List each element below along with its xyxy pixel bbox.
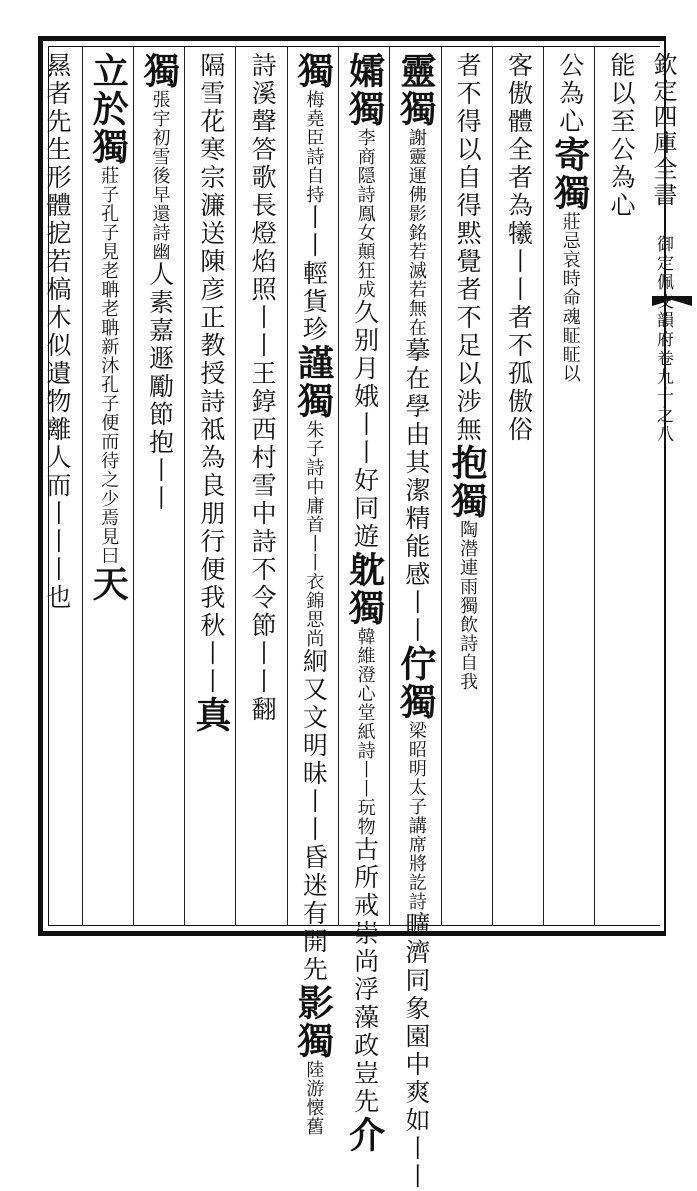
headword: 介 — [343, 1116, 386, 1154]
column-rule — [543, 46, 544, 926]
annotation-text: 莊忌哀時命魂眐眐以 — [559, 212, 581, 383]
headword: 佇獨 — [394, 645, 437, 721]
text-column — [139, 52, 179, 918]
text-column — [549, 52, 589, 918]
annotation-text: 陸游懐舊 — [303, 1060, 325, 1136]
annotation-text: 陶潜連雨獨飲詩自我 — [457, 520, 479, 691]
body-text: 人素嘉遯勵節抱丨丨 — [145, 261, 175, 513]
headword: 抱獨 — [446, 444, 489, 520]
book-title: 欽定四庫全書 — [649, 52, 677, 208]
headword: 謹獨 — [292, 344, 335, 420]
annotation-text: 李商隠詩鳯女顛狂成 — [354, 128, 376, 299]
headword: 靈獨 — [394, 52, 437, 128]
text-column — [241, 52, 281, 918]
annotation-text: 韓維澄心堂紙詩丨丨玩物 — [354, 627, 376, 836]
annotation-text: 梅堯臣詩自持 — [303, 90, 325, 204]
column-rule — [235, 46, 236, 926]
volume-label: 御定佩文韻府卷九十之八 — [653, 235, 673, 444]
column-rule — [133, 46, 134, 926]
headword: 孀獨 — [343, 52, 386, 128]
body-text: 無 — [453, 416, 483, 444]
text-column — [394, 52, 437, 1191]
column-rule — [492, 46, 493, 926]
text-column — [292, 52, 335, 1136]
body-text: 能以至 — [607, 52, 636, 136]
column-rule — [441, 46, 442, 926]
column-rule — [82, 46, 83, 926]
annotation-text: 謝靈運佛影銘若滅若無在 — [405, 128, 427, 337]
headword: 天 — [87, 565, 130, 603]
body-text: 丨丨輕貨珍 — [299, 204, 329, 344]
text-column — [600, 52, 640, 918]
headword: 立於獨 — [87, 52, 130, 166]
body-text: 古所戒崇尚浮藻政豈先 — [350, 836, 380, 1116]
annotation-text: 朱子詩中庸首丨丨衣錦思尚 — [303, 420, 325, 648]
annotation-text: 張宇初雪後早還詩幽 — [149, 90, 171, 261]
body-text: 㬎者先生形體㧖若槁木似遺物離人而丨丨丨也 — [43, 52, 72, 612]
body-text: 黙覺者不足以涉 — [453, 220, 483, 416]
text-column — [343, 52, 386, 1154]
body-text: 曠濟同象園中爽如丨丨 — [401, 911, 431, 1191]
body-text: 隔雪花寒宗濂送陳彦正教授詩祗為良朋行便我秋丨丨 — [196, 52, 226, 696]
headword: 獨 — [138, 52, 181, 90]
body-text: 者不得以自得 — [453, 52, 483, 220]
text-column — [36, 52, 76, 918]
text-column — [497, 52, 537, 918]
body-text: 犧丨丨者不孤傲俗 — [504, 220, 534, 444]
body-text: 絅又文明昧丨丨昏迷有開先 — [299, 648, 329, 984]
page-margin-heading — [647, 52, 681, 912]
body-text: 王錞西村雪中詩不令節丨丨翻 — [248, 360, 278, 724]
column-rule — [594, 46, 595, 926]
column-rule — [287, 46, 288, 926]
column-rule — [184, 46, 185, 926]
body-text: 公為心 — [607, 136, 636, 220]
text-column — [190, 52, 230, 918]
body-text: 摹在學由其潔精能感丨丨 — [401, 337, 431, 645]
headword: 躭獨 — [343, 551, 386, 627]
headword: 寄獨 — [548, 136, 591, 212]
body-text: 客傲體全者為 — [504, 52, 534, 220]
column-rule — [338, 46, 339, 926]
annotation-text: 梁昭明太子講席將訖詩 — [405, 721, 427, 911]
body-text: 久别月娥丨丨好同遊 — [350, 299, 380, 551]
text-column — [446, 52, 489, 918]
body-text: 公為心 — [555, 52, 585, 136]
text-column — [87, 52, 130, 918]
body-text: 詩溪聲答歌長燈焰照丨丨 — [248, 52, 278, 360]
annotation-text: 莊子孔子見老聃老聃新沐孔子便而待之少焉見曰 — [98, 166, 120, 565]
headword: 獨 — [292, 52, 335, 90]
headword: 影獨 — [292, 984, 335, 1060]
headword: 真 — [189, 696, 232, 734]
column-rule — [389, 46, 390, 926]
